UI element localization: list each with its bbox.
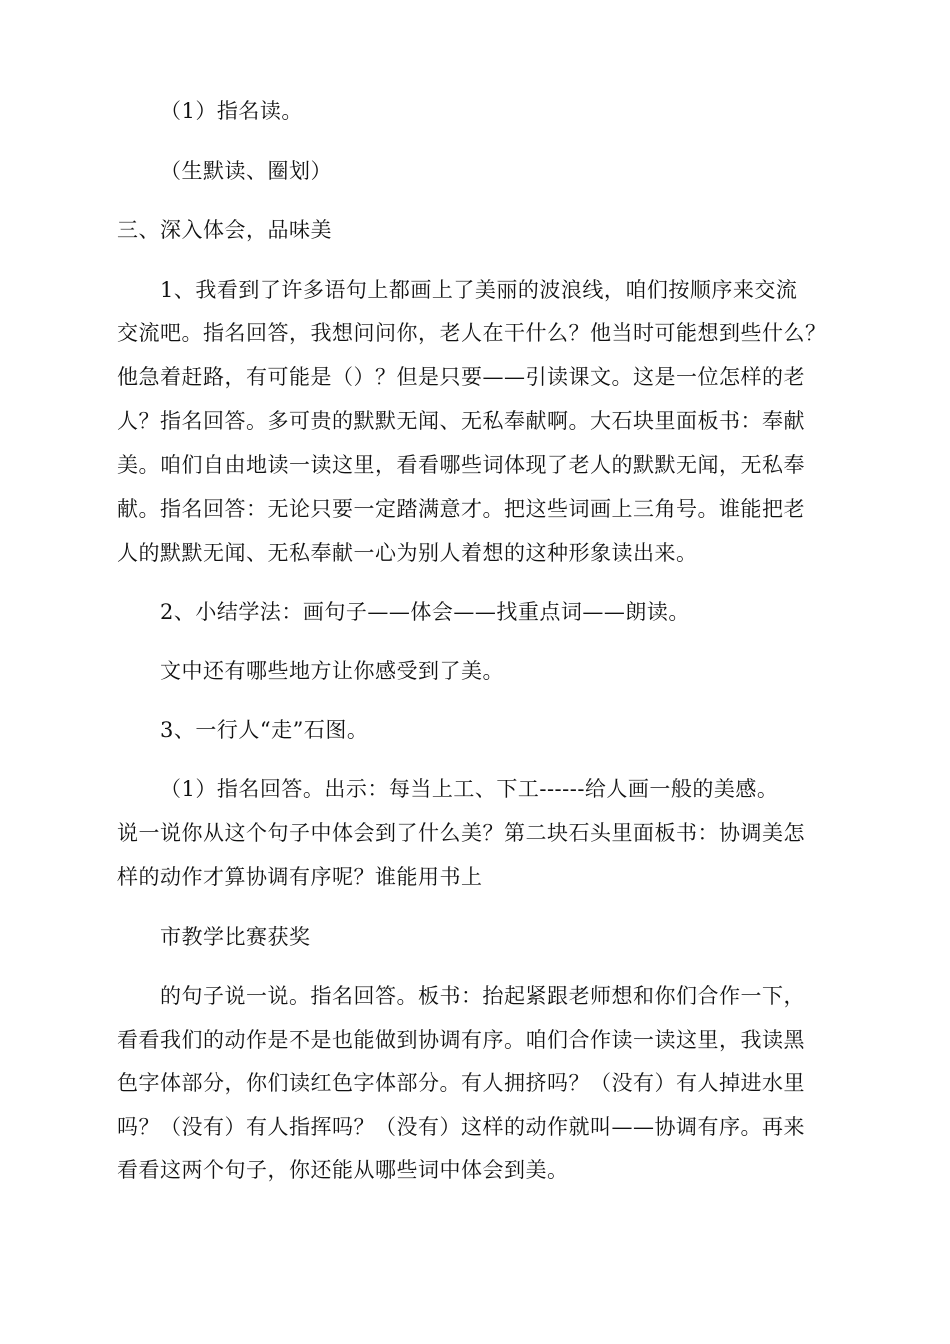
paragraph-line: 人？指名回答。多可贵的默默无闻、无私奉献啊。大石块里面板书：奉献 (117, 409, 805, 433)
paragraph-line: 文中还有哪些地方让你感受到了美。 (160, 659, 504, 683)
paragraph-line: 1、我看到了许多语句上都画上了美丽的波浪线，咱们按顺序来交流 (160, 278, 798, 302)
paragraph-line: 他急着赶路，有可能是（）？但是只要——引读课文。这是一位怎样的老 (117, 365, 805, 389)
paragraph-line: （1）指名回答。出示：每当上工、下工------给人画一般的美感。 (160, 777, 779, 801)
paragraph-line: 3、一行人“走”石图。 (160, 718, 369, 742)
paragraph-line: 2、小结学法：画句子——体会——找重点词——朗读。 (160, 600, 690, 624)
paragraph-line: 看看这两个句子，你还能从哪些词中体会到美。 (117, 1158, 569, 1182)
paragraph-line: 色字体部分，你们读红色字体部分。有人拥挤吗？（没有）有人掉进水里 (117, 1071, 805, 1095)
paragraph-line: 市教学比赛获奖 (160, 925, 311, 949)
paragraph-line: （生默读、圈划） (160, 159, 332, 183)
paragraph-line: 的句子说一说。指名回答。板书：抬起紧跟老师想和你们合作一下， (160, 984, 805, 1008)
paragraph-line: 样的动作才算协调有序呢？谁能用书上 (117, 865, 483, 889)
paragraph-line: 交流吧。指名回答，我想问问你，老人在干什么？他当时可能想到些什么？ (117, 321, 827, 345)
paragraph-line: 看看我们的动作是不是也能做到协调有序。咱们合作读一读这里，我读黑 (117, 1028, 805, 1052)
paragraph-line: 人的默默无闻、无私奉献一心为别人着想的这种形象读出来。 (117, 541, 698, 565)
paragraph-line: （1）指名读。 (160, 99, 303, 123)
paragraph-line: 美。咱们自由地读一读这里，看看哪些词体现了老人的默默无闻，无私奉 (117, 453, 805, 477)
paragraph-line: 吗？（没有）有人指挥吗？（没有）这样的动作就叫——协调有序。再来 (117, 1115, 805, 1139)
section-heading: 三、深入体会，品味美 (117, 218, 332, 242)
paragraph-line: 献。指名回答：无论只要一定踏满意才。把这些词画上三角号。谁能把老 (117, 497, 805, 521)
paragraph-line: 说一说你从这个句子中体会到了什么美？第二块石头里面板书：协调美怎 (117, 821, 805, 845)
